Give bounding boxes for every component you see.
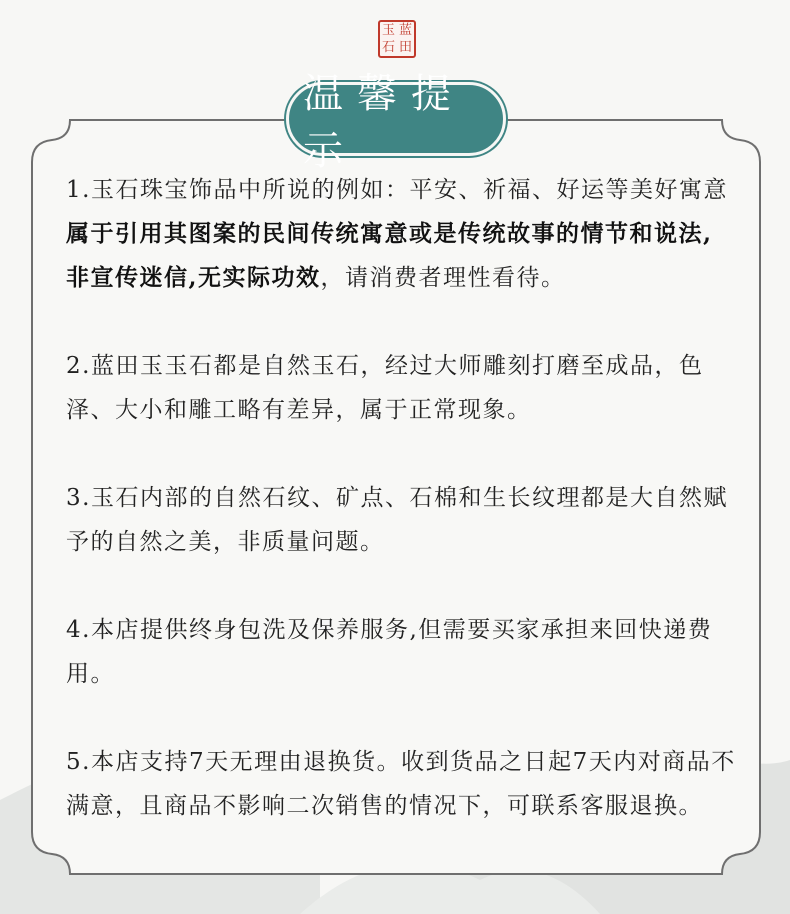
tips-list <box>66 168 736 872</box>
page-title: 温馨提示 <box>286 82 506 156</box>
tip-text: ，请消费者理性看待。 <box>320 265 566 291</box>
seal-char: 玉 <box>381 22 395 38</box>
seal-char: 石 <box>381 39 395 55</box>
tip-text: 1.玉石珠宝饰品中所说的例如：平安、祈福、好运等美好寓意 <box>66 177 728 203</box>
seal-char: 田 <box>398 39 412 55</box>
tip-item: 4.本店提供终身包洗及保养服务,但需要买家承担来回快递费用。 <box>66 617 713 687</box>
tip-item: 5.本店支持7天无理由退换货。收到货品之日起7天内对商品不满意，且商品不影响二次销售的情况下，可联系客服退换。 <box>66 749 736 819</box>
tip-item: 2.蓝田玉玉石都是自然玉石，经过大师雕刻打磨至成品，色泽、大小和雕工略有差异，属于正常现象。 <box>66 353 704 423</box>
tip-emphasis: 属于引用其图案的民间传统寓意或是传统故事的情节和说法,非宣传迷信,无实际功效 <box>66 220 713 291</box>
tip-item: 3.玉石内部的自然石纹、矿点、石棉和生长纹理都是大自然赋予的自然之美，非质量问题。 <box>66 485 728 555</box>
tip-item <box>66 168 736 300</box>
seal-char: 蓝 <box>398 22 412 38</box>
